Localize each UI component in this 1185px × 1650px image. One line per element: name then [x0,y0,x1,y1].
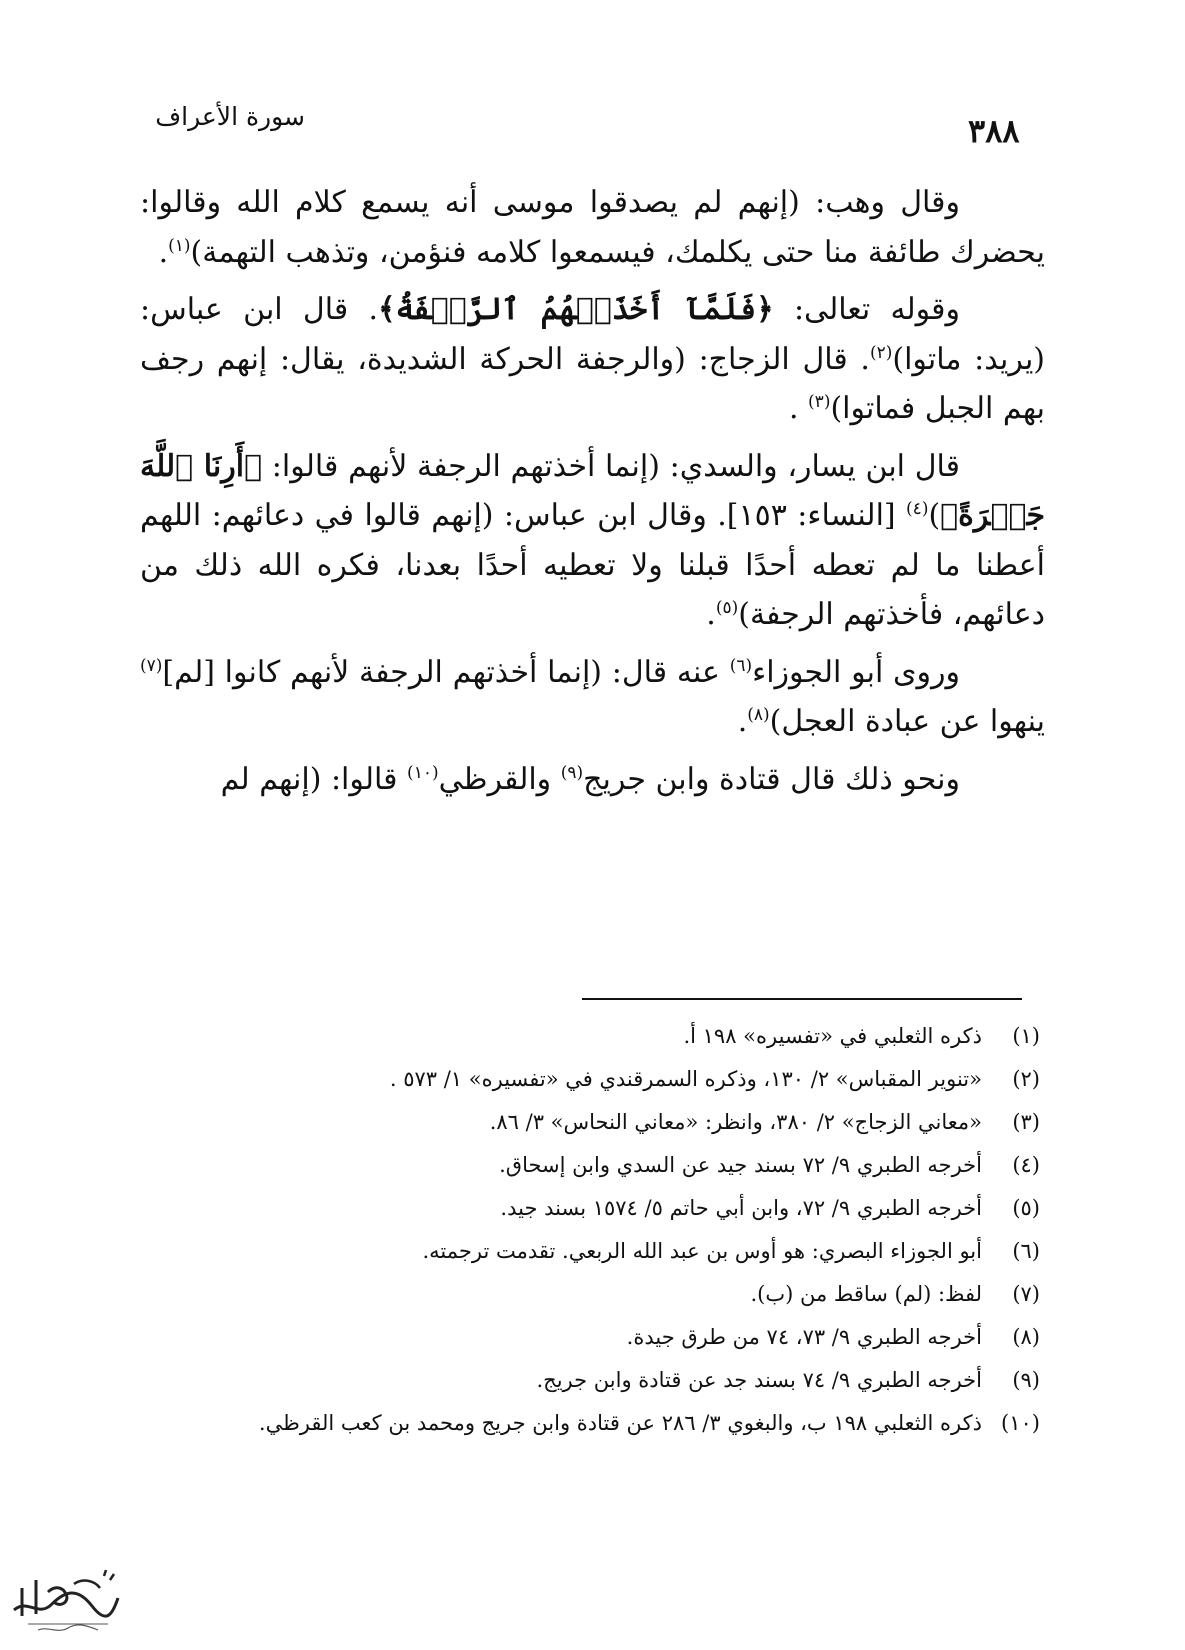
footnote-number: (٤) [1012,1153,1040,1177]
footnote-ref-7: (٧) [140,655,163,676]
quran-verse: ﴿أَرِنَا ٱللَّهَ جَهۡرَةً﴾ [140,448,1045,533]
footnote-text: أخرجه الطبري ٩/ ٧٤ بسند جد عن قتادة وابن جريج. [536,1368,982,1392]
footnote-number: (٩) [1012,1368,1040,1392]
paragraph-text: عنه قال: (إنما أخذتهم الرجفة لأنهم كانوا [لم] [162,654,730,690]
paragraph-end: . [788,391,809,426]
footnote-text: ذكره الثعلبي ١٩٨ ب، والبغوي ٣/ ٢٨٦ عن قتادة وابن جريج ومحمد بن كعب القرظي. [258,1411,982,1435]
footnote-ref-6: (٦) [729,655,753,676]
footnote-number: (١) [1012,1024,1040,1048]
footnote-number: (٣) [1012,1110,1040,1134]
surah-title: سورة الأعراف [155,102,305,131]
footnote-number: (٥) [1012,1196,1040,1220]
footnote-text: لفظ: (لم) ساقط من (ب). [750,1282,982,1306]
footnote-ref-9: (٩) [560,762,584,783]
footnote-number: (١٠) [1001,1411,1040,1435]
footnote-ref-8: (٨) [747,705,770,725]
footnote-text: أخرجه الطبري ٩/ ٧٢ بسند جيد عن السدي وابن إسحاق. [499,1153,982,1177]
footnote-number: (٢) [1012,1067,1040,1091]
footnotes [140,1015,1040,1445]
main-text [140,178,1045,804]
paragraph-text: . قال الزجاج: (والرجفة الحركة الشديدة، يقال: إنهم رجف بهم الجبل فماتوا) [140,341,1045,426]
paragraph-3 [140,442,1045,640]
footnote-text: ذكره الثعلبي في «تفسيره» ١٩٨ أ. [683,1024,982,1048]
paragraph-text: وقوله تعالى: [773,292,961,327]
footnote [140,1402,1040,1445]
paragraph-end: . [737,704,748,739]
footnote-ref-10: (١٠) [407,762,439,783]
paragraph-2 [140,285,1045,434]
footnote-ref-5: (٥) [715,598,739,618]
footnote [140,1015,1040,1058]
paragraph-text: قال ابن يسار، والسدي: (إنما أخذتهم الرجفة لأنهم قالوا: [262,448,960,484]
footnote [140,1230,1040,1273]
footnote [140,1187,1040,1230]
paragraph-text: وروى أبو الجوزاء [752,654,961,690]
footnote [140,1273,1040,1316]
footnote [140,1101,1040,1144]
footnote [140,1359,1040,1402]
footnote-number: (٨) [1012,1325,1040,1349]
quran-verse: ﴿فَلَمَّآ أَخَذَتۡهُمُ ٱلرَّجۡفَةُ﴾ [378,292,774,327]
footnote-text: «معاني الزجاج» ٢/ ٣٨٠، وانظر: «معاني النحاس» ٣/ ٨٦. [489,1110,982,1134]
footnote-ref-4: (٤) [906,499,929,519]
footnote-number: (٧) [1012,1282,1040,1306]
paragraph-1 [140,178,1045,277]
footnote-ref-3: (٣) [808,392,831,412]
paragraph-text: ينهوا عن عبادة العجل) [769,704,1045,739]
footnote-ref-1: (١) [168,235,191,256]
paragraph-end: . [158,234,169,270]
footnote [140,1058,1040,1101]
paragraph-text: [النساء: ١٥٣]. وقال ابن عباس: (إنهم قالوا في دعائهم: اللهم أعطنا ما لم تعطه أحدًا قبلنا ولا تعطيه أحدًا بعدنا، فكره الله ذلك من دعائهم، فأخذتهم الرجفة) [140,498,1045,632]
footnote-text: أخرجه الطبري ٩/ ٧٢، وابن أبي حاتم ٥/ ١٥٧٤ بسند جيد. [500,1196,982,1220]
footnote-text: أبو الجوزاء البصري: هو أوس بن عبد الله الربعي. تقدمت ترجمته. [422,1239,982,1263]
page-number: ٣٨٨ [968,112,1020,150]
paragraph-4 [140,648,1045,747]
footnote-text: أخرجه الطبري ٩/ ٧٣، ٧٤ من طرق جيدة. [626,1325,982,1349]
footnote [140,1144,1040,1187]
footnote-divider [582,998,1022,1000]
publisher-logo [8,1558,123,1638]
paragraph-text: ) [928,498,941,533]
paragraph-end: . [706,597,716,632]
footnote-text: «تنوير المقباس» ٢/ ١٣٠، وذكره السمرقندي في «تفسيره» ١/ ٥٧٣ . [389,1067,982,1091]
footnote [140,1316,1040,1359]
paragraph-text: قالوا: (إنهم لم [220,761,408,797]
paragraph-text: والقرظي [438,761,561,797]
paragraph-text: وقال وهب: (إنهم لم يصدقوا موسى أنه يسمع كلام الله وقالوا: يحضرك طائفة منا حتى يكلمك، فيسمعوا كلامه فنؤمن، وتذهب التهمة) [140,185,1045,270]
paragraph-5 [140,755,1045,805]
paragraph-text: . قال ابن عباس: (يريد: ماتوا) [140,292,1045,377]
footnote-ref-2: (٢) [869,342,893,363]
paragraph-text: ونحو ذلك قال قتادة وابن جريج [583,761,960,797]
footnote-number: (٦) [1012,1239,1040,1263]
